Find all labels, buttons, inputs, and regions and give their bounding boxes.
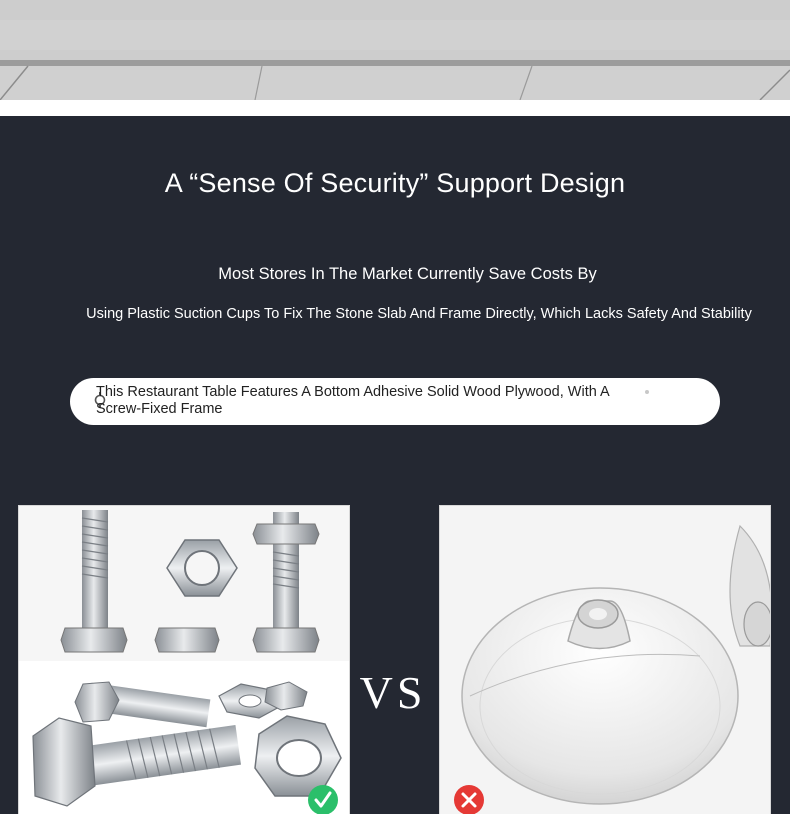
stone-slab-photo [0, 0, 790, 100]
decorative-dot [645, 390, 649, 394]
check-badge-icon [307, 784, 339, 814]
feature-pill [70, 378, 720, 425]
cross-badge-icon [453, 784, 485, 814]
section-subtitle-2: Using Plastic Suction Cups To Fix The Stone Slab And Frame Directly, Which Lacks Safety And Stability [86, 306, 752, 322]
section-subtitle-1: Most Stores In The Market Currently Save Costs By [218, 265, 597, 283]
section-title: A “Sense Of Security” Support Design [164, 168, 626, 198]
suction-cup-photo [440, 506, 770, 814]
vs-label: VS [359, 667, 427, 718]
bolts-nuts-photo [19, 506, 349, 814]
feature-pill-text: This Restaurant Table Features A Bottom Adhesive Solid Wood Plywood, With A Screw-Fixed Frame [96, 384, 609, 417]
support-design-section [0, 116, 790, 814]
